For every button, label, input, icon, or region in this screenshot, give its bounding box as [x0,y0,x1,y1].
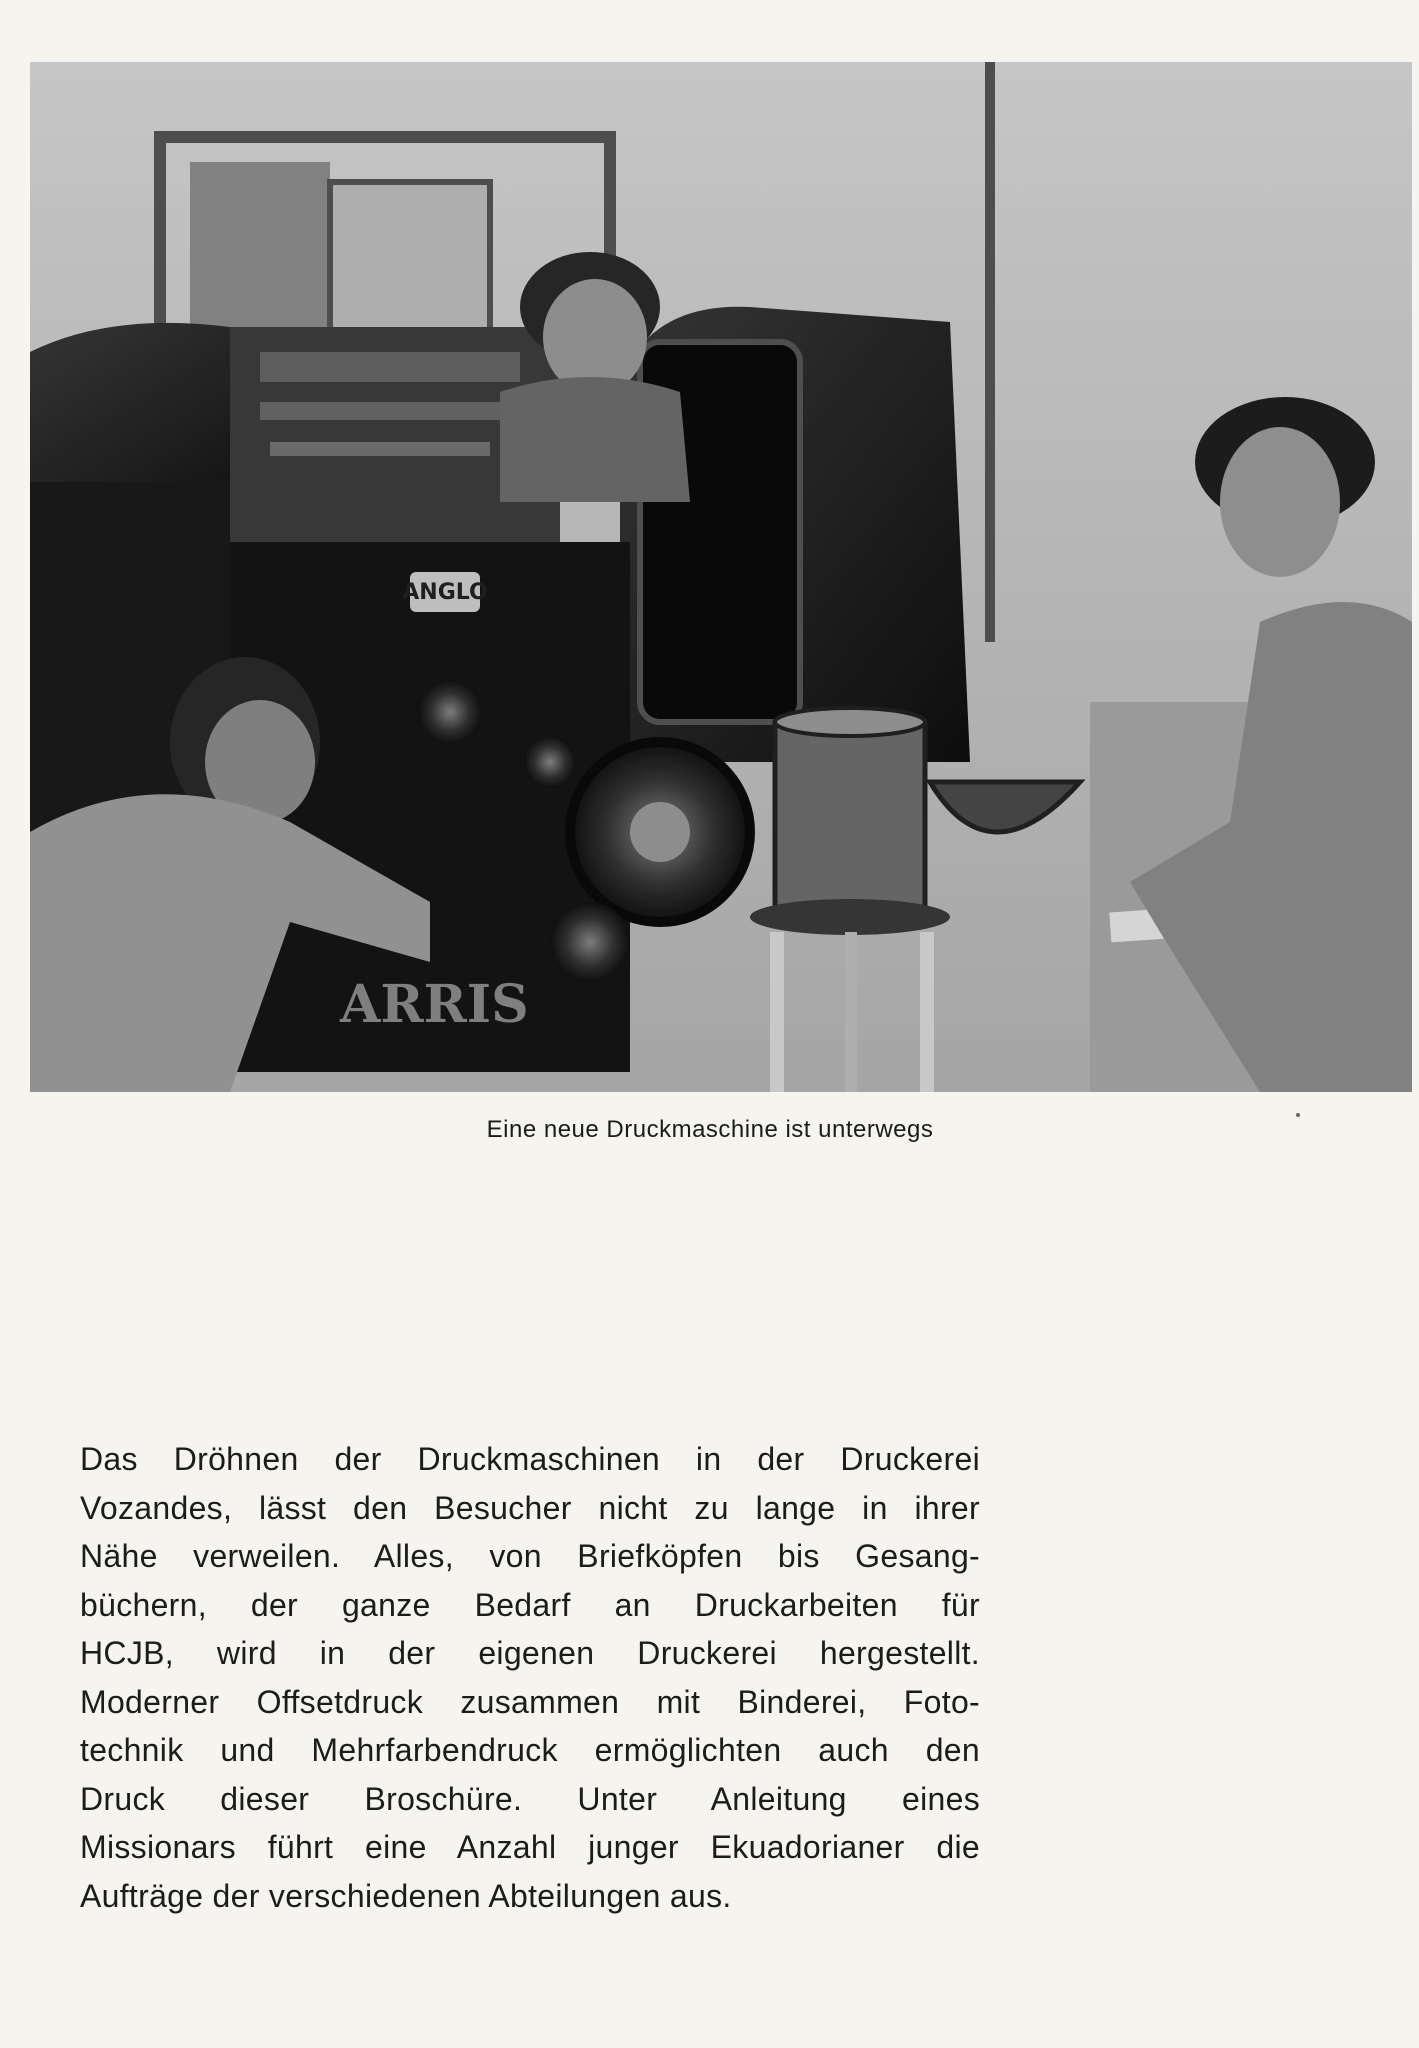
body-line: Nähe verweilen. Alles, von Briefköpfen bis Gesang- [80,1538,980,1574]
body-line: Aufträge der verschiedenen Abteilungen aus. [80,1877,732,1914]
printing-press-photo [30,62,1412,1092]
machine-lettering: ARRIS [340,974,529,1035]
body-line: technik und Mehrfarbendruck ermöglichten auch den [80,1732,980,1768]
body-paragraph [80,1435,980,1920]
press-nameplate: ANGLO [402,580,488,605]
body-line: büchern, der ganze Bedarf an Druckarbeiten für [80,1586,980,1623]
body-line: Missionars führt eine Anzahl junger Ekuadorianer die [80,1829,980,1865]
body-line: Druck dieser Broschüre. Unter Anleitung eines [80,1780,980,1817]
body-line: Vozandes, lässt den Besucher nicht zu lange in ihrer [80,1489,980,1526]
body-line: Das Dröhnen der Druckmaschinen in der Druckerei [80,1441,980,1477]
body-line: HCJB, wird in der eigenen Druckerei hergestellt. [80,1635,980,1671]
body-line: Moderner Offsetdruck zusammen mit Binderei, Foto- [80,1683,980,1720]
photo-caption: Eine neue Druckmaschine ist unterwegs [486,1116,934,1143]
paper-speck [1296,1113,1300,1117]
photo-illustration [30,62,1412,1092]
